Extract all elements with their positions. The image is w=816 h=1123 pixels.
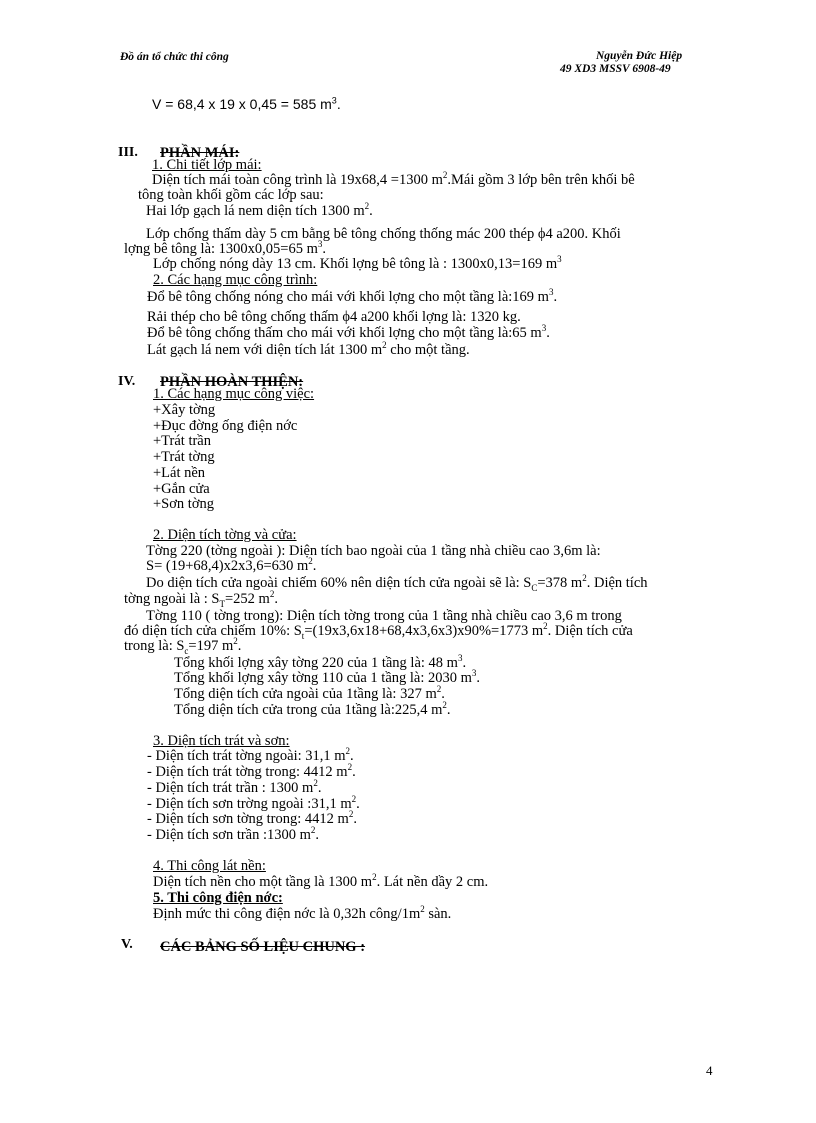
list-item: +Trát tờng [153,449,215,465]
paragraph: Tổng diện tích cửa ngoài của 1tầng là: 327 $m^2$. [174,684,445,702]
paragraph: đó diện tích cửa chiếm 10%: $S_t=(19x3,6x18+68,4x3,6x3)x90\%=1773$ $m^2$. Diện tích cửa [124,621,633,641]
header-author: Nguyễn Đức Hiệp [596,50,683,62]
list-item: +Sơn tờng [153,496,214,512]
subsection-title: 3. Diện tích trát và sơn: [153,733,290,749]
phi-symbol: ϕ [342,309,350,325]
header-left: Đồ án tổ chức thi công [120,51,229,63]
paragraph: Đổ bê tông chống nóng cho mái với khối lợng cho một tầng là:169 $m^3$. [147,287,558,305]
paragraph: Diện tích mái toàn công trình là 19x68,4 =1300 $m^2.Mái$ gồm 3 lớp bên trên khối bê [152,170,635,188]
section-number: V. [121,937,133,952]
list-item: - Diện tích sơn trần :1300 $m^2$. [147,825,320,843]
paragraph: Rải thép cho bê tông chống thấm ϕ4 a200 khối lợng là: 1320 kg. [147,309,521,325]
list-item: +Xây tờng [153,402,216,418]
paragraph: Định mức thi công điện nớc là 0,32h công/$1m^2$ sàn. [153,904,452,922]
paragraph: Lát gạch lá nem với diện tích lát 1300 $m^2$ cho một tầng. [147,340,470,358]
paragraph: Tổng khối lợng xây tờng 220 của 1 tầng là: 48 $m^3$. [174,653,467,671]
header-student-id: 49 XD3 MSSV 6908-49 [560,63,671,75]
paragraph: Do diện tích cửa ngoài chiếm 60% nên diện tích cửa ngoài sẽ là: $S_C=378$ $m^2$. Diện tích [146,573,648,593]
section-title: PHẦN HOÀN THIỆN: [160,374,304,390]
subsection-title: 1. Các hạng mục công việc: [153,386,315,402]
list-item: +Đục đờng ống điện nớc [153,418,298,434]
list-item: - Diện tích sơn trờng ngoài :31,1 $m^2$. [147,794,360,812]
paragraph: Diện tích nền cho một tầng là 1300 $m^2$. Lát nền dầy 2 cm. [153,872,489,890]
section-number: IV. [118,374,136,389]
section-number: III. [118,145,138,160]
list-item: - Diện tích trát trần : 1300 $m^2$. [147,778,322,796]
subsection-title: 1. Chi tiết lớp mái: [152,157,262,173]
list-item: +Gắn cửa [153,481,210,497]
paragraph: Tổng khối lợng xây tờng 110 của 1 tầng là: 2030 $m^3$. [174,668,481,686]
paragraph: Đổ bê tông chống thấm cho mái với khối lợng cho một tầng là:65 $m^3$. [147,323,550,341]
paragraph: tờng ngoài là : $S_T=252$ $m^2$. [124,589,278,609]
paragraph: Tổng diện tích cửa trong của 1tầng là:225,4 $m^2$. [174,700,451,718]
page-number: 4 [706,1063,713,1078]
paragraph: Tờng 110 ( tờng trong): Diện tích tờng trong của 1 tầng nhà chiều cao 3,6 m trong [146,608,622,624]
subsection-title: 2. Các hạng mục công trình: [153,272,318,288]
section-title: PHẦN MÁI: [160,145,240,161]
paragraph: lợng bê tông là: 1300x0,05=65 $m^3$. [124,239,326,257]
paragraph: S= (19+68,4)x2x3,6=630 $m^2$. [146,556,317,574]
section-title: CÁC BẢNG SỐ LIỆU CHUNG : [160,939,366,955]
paragraph: Hai lớp gạch lá nem diện tích 1300 $m^2$. [146,201,373,219]
list-item: - Diện tích trát tờng ngoài: 31,1 $m^2$. [147,746,354,764]
paragraph: Tờng 220 (tờng ngoài ): Diện tích bao ngoài của 1 tầng nhà chiều cao 3,6m là: [146,543,601,559]
volume-formula: V = 68,4 x 19 x 0,45 = 585 $m^3$. [152,95,341,112]
subsection-title: 5. Thi công điện nớc: [153,890,283,906]
paragraph: trong là: $S_c=197$ $m^2$. [124,636,242,656]
list-item: - Diện tích trát tờng trong: 4412 $m^2$. [147,762,356,780]
paragraph: tông toàn khối gồm các lớp sau: [138,187,324,203]
list-item: - Diện tích sơn tờng trong: 4412 $m^2$. [147,809,357,827]
phi-symbol: ϕ [537,226,546,242]
list-item: +Trát trần [153,433,211,449]
paragraph: Lớp chống nóng dày 13 cm. Khối lợng bê tông là : 1300x0,13=169 $m^3$ [153,254,562,272]
paragraph: Lớp chống thấm dày 5 cm bằng bê tông chống thống mác 200 thép ϕ4 a200. Khối [146,226,621,242]
list-item: +Lát nền [153,465,206,481]
subsection-title: 4. Thi công lát nền: [153,858,266,874]
subsection-title: 2. Diện tích tờng và cửa: [153,527,297,543]
